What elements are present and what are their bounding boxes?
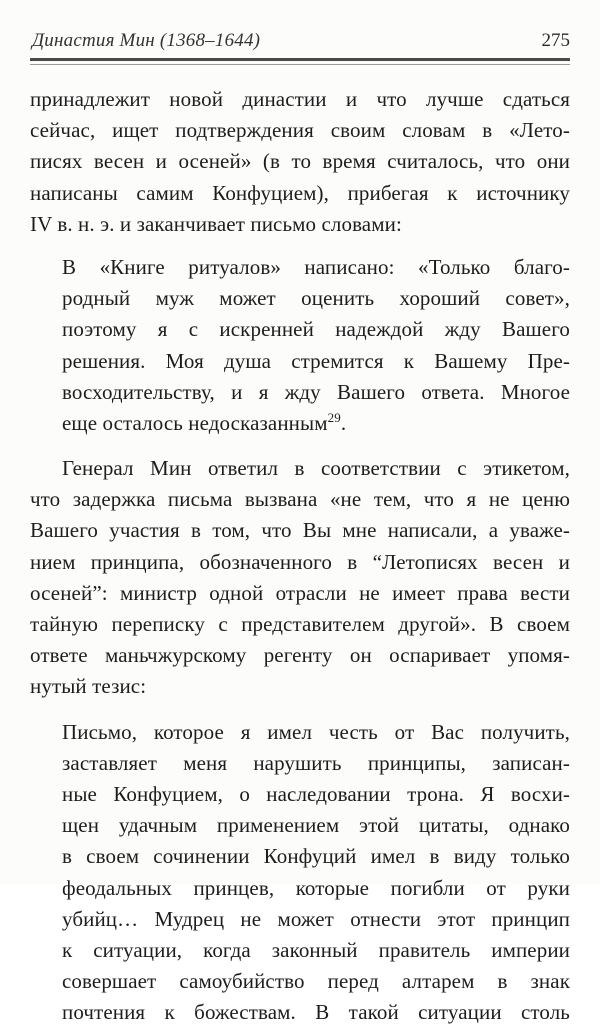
quote-line: В «Книге ритуалов» написано: «Только благо-	[62, 254, 570, 279]
block-quote-2	[30, 717, 570, 1028]
quote-line-end: .	[340, 410, 347, 435]
quote-line: заставляет меня нарушить принципы, записан-	[62, 750, 570, 775]
quote-line: поэтому я с искренней надеждой жду Вашего	[62, 317, 570, 342]
text-line: осеней”: министр одной отрасли не имеет права вести	[30, 580, 570, 605]
text-line: написаны самим Конфуцием), прибегая к источнику	[30, 180, 570, 205]
quote-line: убийц… Мудрец не может отнести этот принцип	[62, 906, 570, 931]
footnote-marker: 29	[327, 409, 341, 425]
paragraph-1	[30, 84, 570, 240]
header-rule-thin	[30, 64, 570, 65]
text-line: сейчас, ищет подтверждения своим словам в «Лето-	[30, 118, 570, 143]
text-line: писях весен и осеней» (в то время считалось, что они	[30, 149, 570, 174]
text-line: Вашего участия в том, что Вы мне написали, а уваже-	[30, 518, 570, 543]
text-line: нием принципа, обозначенного в “Летописях весен и	[30, 549, 570, 574]
quote-line: почтения к божествам. В такой ситуации столь	[62, 1000, 570, 1025]
body-text	[30, 84, 570, 1028]
spacer	[30, 439, 570, 453]
quote-line: родный муж может оценить хороший совет»,	[62, 286, 570, 311]
quote-line: Письмо, которое я имел честь от Вас получить,	[62, 719, 570, 744]
text-line: нутый тезис:	[30, 674, 147, 699]
block-quote-1	[30, 252, 570, 439]
text-line: тайную переписку с представителем другой». В своем	[30, 612, 570, 636]
text-line: Генерал Мин ответил в соответствии с этикетом,	[62, 456, 570, 481]
running-title: Династия Мин (1368–1644)	[32, 30, 261, 51]
quote-line: решения. Моя душа стремится к Вашему Пре-	[62, 348, 570, 373]
quote-line: совершает самоубийство перед алтарем в знак	[62, 969, 570, 994]
header-rule	[30, 58, 570, 61]
quote-line: к ситуации, когда законный правитель империи	[62, 937, 570, 962]
text-line: что задержка письма вызвана «не тем, что я не ценю	[30, 487, 570, 512]
text-line: IV в. н. э. и заканчивает письмо словами:	[30, 211, 402, 236]
quote-line: в своем сочинении Конфуций имел в виду только	[62, 844, 570, 869]
quote-line: феодальных принцев, которые погибли от руки	[62, 875, 570, 900]
text-line: ответе маньчжурскому регенту он оспаривает упомя-	[30, 643, 570, 668]
spacer	[30, 703, 570, 717]
text-line: принадлежит новой династии и что лучше сдаться	[30, 87, 570, 111]
quote-line-text: еще осталось недосказанным	[62, 410, 328, 435]
quote-line: восходительству, и я жду Вашего ответа. Многое	[62, 379, 570, 404]
quote-line: ные Конфуцием, о наследовании трона. Я восхи-	[62, 781, 570, 806]
paragraph-2	[30, 453, 570, 703]
spacer	[30, 240, 570, 252]
running-head	[32, 30, 570, 54]
page-number: 275	[541, 30, 570, 51]
quote-line: щен удачным применением этой цитаты, однако	[62, 813, 570, 838]
quote-line-last	[30, 408, 570, 439]
